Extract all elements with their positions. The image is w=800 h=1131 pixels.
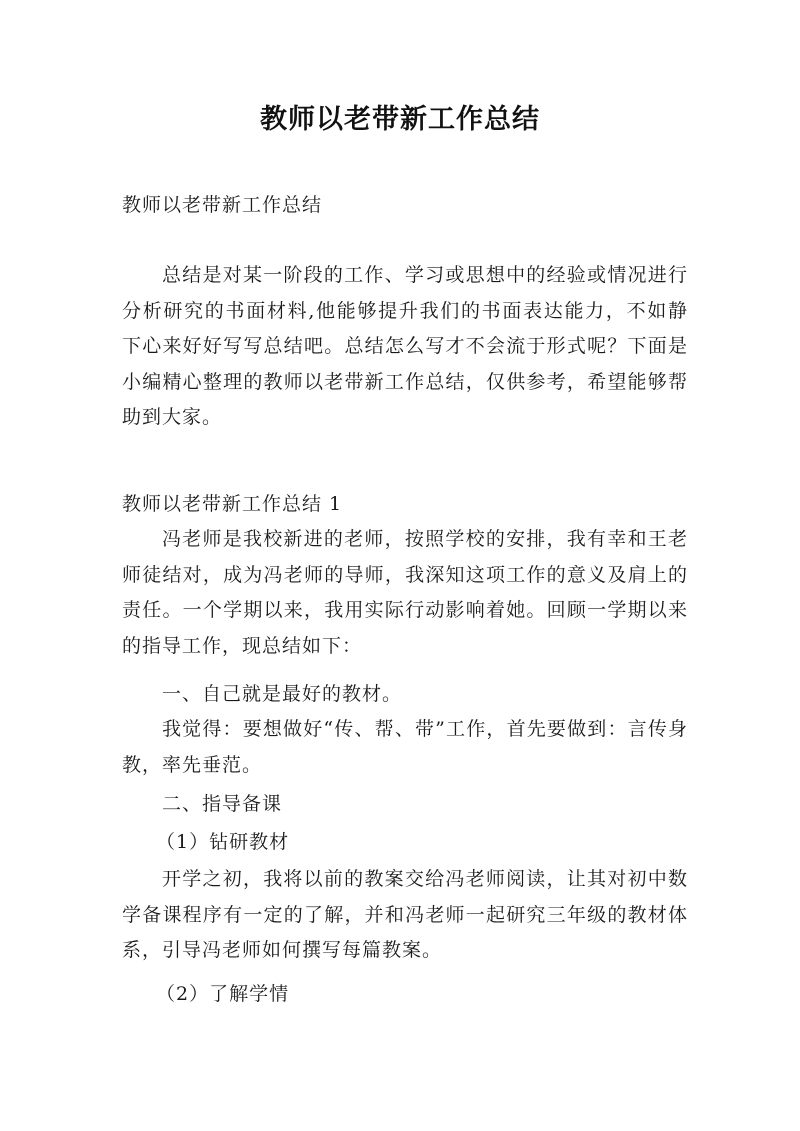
document-title: 教师以老带新工作总结 (260, 104, 540, 135)
section-heading-1: 教师以老带新工作总结 1 (122, 493, 343, 515)
paragraph-mentor-intro: 冯老师是我校新进的老师，按照学校的安排，我有幸和王老师徒结对，成为冯老师的导师，我深知这项工作的意义及肩上的责任。一个学期以来，我用实际行动影响着她。回顾一学期以来的指导工作，现总结如下： (122, 528, 688, 657)
intro-paragraph: 总结是对某一阶段的工作、学习或思想中的经验或情况进行分析研究的书面材料,他能够提升我们的书面表达能力，不如静下心来好好写写总结吧。总结怎么写才不会流于形式呢？下面是小编精心整理的教师以老带新工作总结，仅供参考，希望能够帮助到大家。 (122, 264, 688, 428)
document-subtitle: 教师以老带新工作总结 (122, 194, 323, 216)
sub-heading-1: （1）钻研教材 (156, 831, 290, 853)
point-heading-2: 二、指导备课 (162, 793, 283, 815)
sub-heading-2: （2）了解学情 (156, 983, 290, 1005)
paragraph-study-materials: 开学之初，我将以前的教案交给冯老师阅读，让其对初中数学备课程序有一定的了解，并和冯老师一起研究三年级的教材体系，引导冯老师如何撰写每篇教案。 (122, 868, 688, 961)
point-heading-1: 一、自己就是最好的教材。 (162, 683, 403, 705)
paragraph-lead-by-example: 我觉得：要想做好“传、帮、带”工作，首先要做到：言传身教，率先垂范。 (122, 718, 688, 776)
